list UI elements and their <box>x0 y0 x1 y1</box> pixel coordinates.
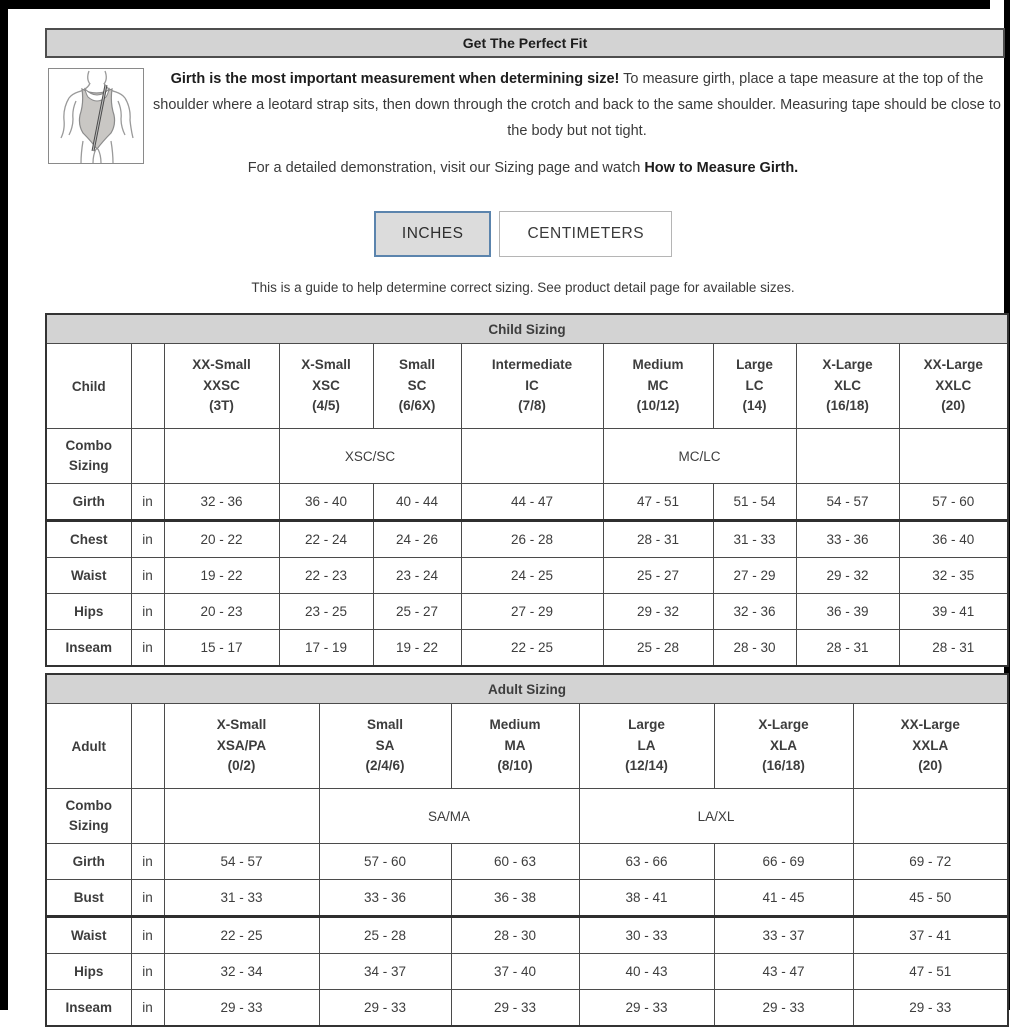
measurement-value: 25 - 27 <box>603 558 713 594</box>
size-header-cell: XX-Large XXLA (20) <box>853 704 1008 789</box>
measurement-value: 28 - 30 <box>451 917 579 954</box>
size-header-cell: Medium MA (8/10) <box>451 704 579 789</box>
measurement-unit: in <box>131 990 164 1027</box>
measurement-value: 28 - 30 <box>713 630 796 667</box>
measurement-label: Inseam <box>46 990 131 1027</box>
measurement-value: 22 - 24 <box>279 521 373 558</box>
demo-instruction-line <box>45 160 1001 176</box>
combo-cell: LA/XL <box>579 789 853 844</box>
measurement-value: 54 - 57 <box>796 484 899 521</box>
leotard-girth-diagram-icon <box>49 69 143 163</box>
measurement-value: 36 - 40 <box>899 521 1008 558</box>
measurement-unit: in <box>131 594 164 630</box>
measurement-value: 22 - 23 <box>279 558 373 594</box>
measurement-value: 27 - 29 <box>461 594 603 630</box>
adult-sizing-table <box>45 673 1009 1027</box>
girth-intro-paragraph <box>152 66 1002 144</box>
measurement-value: 27 - 29 <box>713 558 796 594</box>
measurement-value: 57 - 60 <box>319 844 451 880</box>
measurement-value: 36 - 39 <box>796 594 899 630</box>
measurement-row-girth <box>46 844 1008 880</box>
measurement-value: 31 - 33 <box>713 521 796 558</box>
measurement-value: 32 - 36 <box>713 594 796 630</box>
measurement-unit: in <box>131 484 164 521</box>
measurement-value: 51 - 54 <box>713 484 796 521</box>
size-header-cell: X-Small XSA/PA (0/2) <box>164 704 319 789</box>
measurement-label: Chest <box>46 521 131 558</box>
measurement-value: 26 - 28 <box>461 521 603 558</box>
measurement-label: Girth <box>46 844 131 880</box>
measurement-value: 28 - 31 <box>796 630 899 667</box>
sizing-guide-note: This is a guide to help determine correct sizing. See product detail page for available sizes. <box>251 280 795 295</box>
measurement-unit: in <box>131 630 164 667</box>
group-label: Child <box>46 344 131 429</box>
page-title <box>45 28 1005 58</box>
girth-intro-bold: Girth is the most important measurement when determining size! <box>170 71 620 87</box>
measurement-value: 39 - 41 <box>899 594 1008 630</box>
measurement-value: 23 - 25 <box>279 594 373 630</box>
measurement-value: 36 - 38 <box>451 880 579 917</box>
measurement-row-inseam <box>46 630 1008 667</box>
measurement-value: 20 - 22 <box>164 521 279 558</box>
measurement-row-girth <box>46 484 1008 521</box>
measurement-value: 19 - 22 <box>373 630 461 667</box>
measurement-label: Inseam <box>46 630 131 667</box>
measurement-value: 24 - 26 <box>373 521 461 558</box>
measurement-value: 47 - 51 <box>853 954 1008 990</box>
size-header-cell: Medium MC (10/12) <box>603 344 713 429</box>
measurement-value: 40 - 43 <box>579 954 714 990</box>
measurement-label: Girth <box>46 484 131 521</box>
measurement-value: 34 - 37 <box>319 954 451 990</box>
measurement-value: 54 - 57 <box>164 844 319 880</box>
table-title-row <box>46 314 1008 344</box>
group-label: Adult <box>46 704 131 789</box>
size-header-cell: X-Large XLA (16/18) <box>714 704 853 789</box>
measurement-label: Hips <box>46 954 131 990</box>
measurement-value: 31 - 33 <box>164 880 319 917</box>
demo-text: For a detailed demonstration, visit our Sizing page and watch <box>247 160 645 176</box>
measurement-unit: in <box>131 880 164 917</box>
size-header-cell: Large LC (14) <box>713 344 796 429</box>
measurement-value: 32 - 34 <box>164 954 319 990</box>
measurement-value: 24 - 25 <box>461 558 603 594</box>
measurement-value: 20 - 23 <box>164 594 279 630</box>
centimeters-button[interactable]: CENTIMETERS <box>499 211 672 257</box>
measurement-value: 36 - 40 <box>279 484 373 521</box>
combo-sizing-label: Combo Sizing <box>46 789 131 844</box>
measurement-value: 69 - 72 <box>853 844 1008 880</box>
measurement-value: 33 - 36 <box>319 880 451 917</box>
size-header-cell: Small SC (6/6X) <box>373 344 461 429</box>
measurement-value: 66 - 69 <box>714 844 853 880</box>
measurement-value: 15 - 17 <box>164 630 279 667</box>
measurement-unit: in <box>131 917 164 954</box>
combo-cell-empty <box>853 789 1008 844</box>
size-header-row <box>46 344 1008 429</box>
frame-edge-left <box>0 0 8 1010</box>
measurement-value: 40 - 44 <box>373 484 461 521</box>
combo-sizing-label: Combo Sizing <box>46 429 131 484</box>
size-header-cell: Large LA (12/14) <box>579 704 714 789</box>
measurement-value: 29 - 33 <box>319 990 451 1027</box>
measurement-value: 19 - 22 <box>164 558 279 594</box>
unit-header-cell <box>131 704 164 789</box>
measurement-value: 30 - 33 <box>579 917 714 954</box>
measurement-value: 41 - 45 <box>714 880 853 917</box>
combo-cell: XSC/SC <box>279 429 461 484</box>
child-sizing-table <box>45 313 1009 667</box>
measurement-row-inseam <box>46 990 1008 1027</box>
measurement-row-waist <box>46 558 1008 594</box>
combo-cell: MC/LC <box>603 429 796 484</box>
unit-toggle <box>45 211 1001 257</box>
combo-cell-empty <box>461 429 603 484</box>
measurement-value: 25 - 27 <box>373 594 461 630</box>
measurement-value: 17 - 19 <box>279 630 373 667</box>
measurement-value: 32 - 36 <box>164 484 279 521</box>
size-header-cell: XX-Small XXSC (3T) <box>164 344 279 429</box>
measurement-value: 43 - 47 <box>714 954 853 990</box>
combo-sizing-row <box>46 429 1008 484</box>
table-title: Adult Sizing <box>46 674 1008 704</box>
measurement-value: 29 - 32 <box>796 558 899 594</box>
measurement-value: 28 - 31 <box>899 630 1008 667</box>
inches-button[interactable]: INCHES <box>374 211 492 257</box>
measurement-value: 29 - 33 <box>853 990 1008 1027</box>
combo-cell-empty <box>164 789 319 844</box>
measurement-value: 28 - 31 <box>603 521 713 558</box>
combo-unit-cell <box>131 789 164 844</box>
girth-measurement-illustration <box>48 68 144 164</box>
measurement-row-chest <box>46 521 1008 558</box>
page-title-text: Get The Perfect Fit <box>462 35 588 51</box>
measurement-unit: in <box>131 521 164 558</box>
measurement-value: 25 - 28 <box>319 917 451 954</box>
measurement-label: Waist <box>46 558 131 594</box>
measurement-row-hips <box>46 954 1008 990</box>
measurement-value: 37 - 41 <box>853 917 1008 954</box>
measurement-value: 25 - 28 <box>603 630 713 667</box>
unit-header-cell <box>131 344 164 429</box>
measurement-value: 45 - 50 <box>853 880 1008 917</box>
measurement-value: 38 - 41 <box>579 880 714 917</box>
measurement-value: 22 - 25 <box>164 917 319 954</box>
measurement-value: 44 - 47 <box>461 484 603 521</box>
combo-cell-empty <box>899 429 1008 484</box>
measurement-unit: in <box>131 844 164 880</box>
measurement-value: 29 - 33 <box>451 990 579 1027</box>
measurement-unit: in <box>131 954 164 990</box>
combo-sizing-row <box>46 789 1008 844</box>
size-header-row <box>46 704 1008 789</box>
girth-intro-rest: To measure girth, place a tape measure at the top of the shoulder where a leotard strap sits, then down through the crotch and back to the same shoulder. Measuring tape should be close to the body but not tight. <box>153 71 1001 140</box>
size-header-cell: Small SA (2/4/6) <box>319 704 451 789</box>
measurement-value: 63 - 66 <box>579 844 714 880</box>
table-title: Child Sizing <box>46 314 1008 344</box>
measurement-value: 32 - 35 <box>899 558 1008 594</box>
combo-unit-cell <box>131 429 164 484</box>
combo-cell: SA/MA <box>319 789 579 844</box>
measurement-label: Bust <box>46 880 131 917</box>
measurement-value: 47 - 51 <box>603 484 713 521</box>
combo-cell-empty <box>164 429 279 484</box>
measurement-row-bust <box>46 880 1008 917</box>
measurement-value: 57 - 60 <box>899 484 1008 521</box>
size-header-cell: X-Large XLC (16/18) <box>796 344 899 429</box>
measurement-value: 23 - 24 <box>373 558 461 594</box>
measurement-value: 37 - 40 <box>451 954 579 990</box>
measurement-value: 33 - 37 <box>714 917 853 954</box>
frame-edge-top <box>0 0 990 9</box>
size-header-cell: XX-Large XXLC (20) <box>899 344 1008 429</box>
size-header-cell: X-Small XSC (4/5) <box>279 344 373 429</box>
demo-bold-text: How to Measure Girth. <box>644 160 799 176</box>
measurement-row-hips <box>46 594 1008 630</box>
measurement-unit: in <box>131 558 164 594</box>
table-title-row <box>46 674 1008 704</box>
measurement-label: Waist <box>46 917 131 954</box>
measurement-value: 29 - 33 <box>579 990 714 1027</box>
measurement-value: 22 - 25 <box>461 630 603 667</box>
measurement-value: 60 - 63 <box>451 844 579 880</box>
measurement-value: 29 - 32 <box>603 594 713 630</box>
measurement-label: Hips <box>46 594 131 630</box>
measurement-row-waist <box>46 917 1008 954</box>
measurement-value: 29 - 33 <box>714 990 853 1027</box>
measurement-value: 33 - 36 <box>796 521 899 558</box>
measurement-value: 29 - 33 <box>164 990 319 1027</box>
size-header-cell: Intermediate IC (7/8) <box>461 344 603 429</box>
combo-cell-empty <box>796 429 899 484</box>
